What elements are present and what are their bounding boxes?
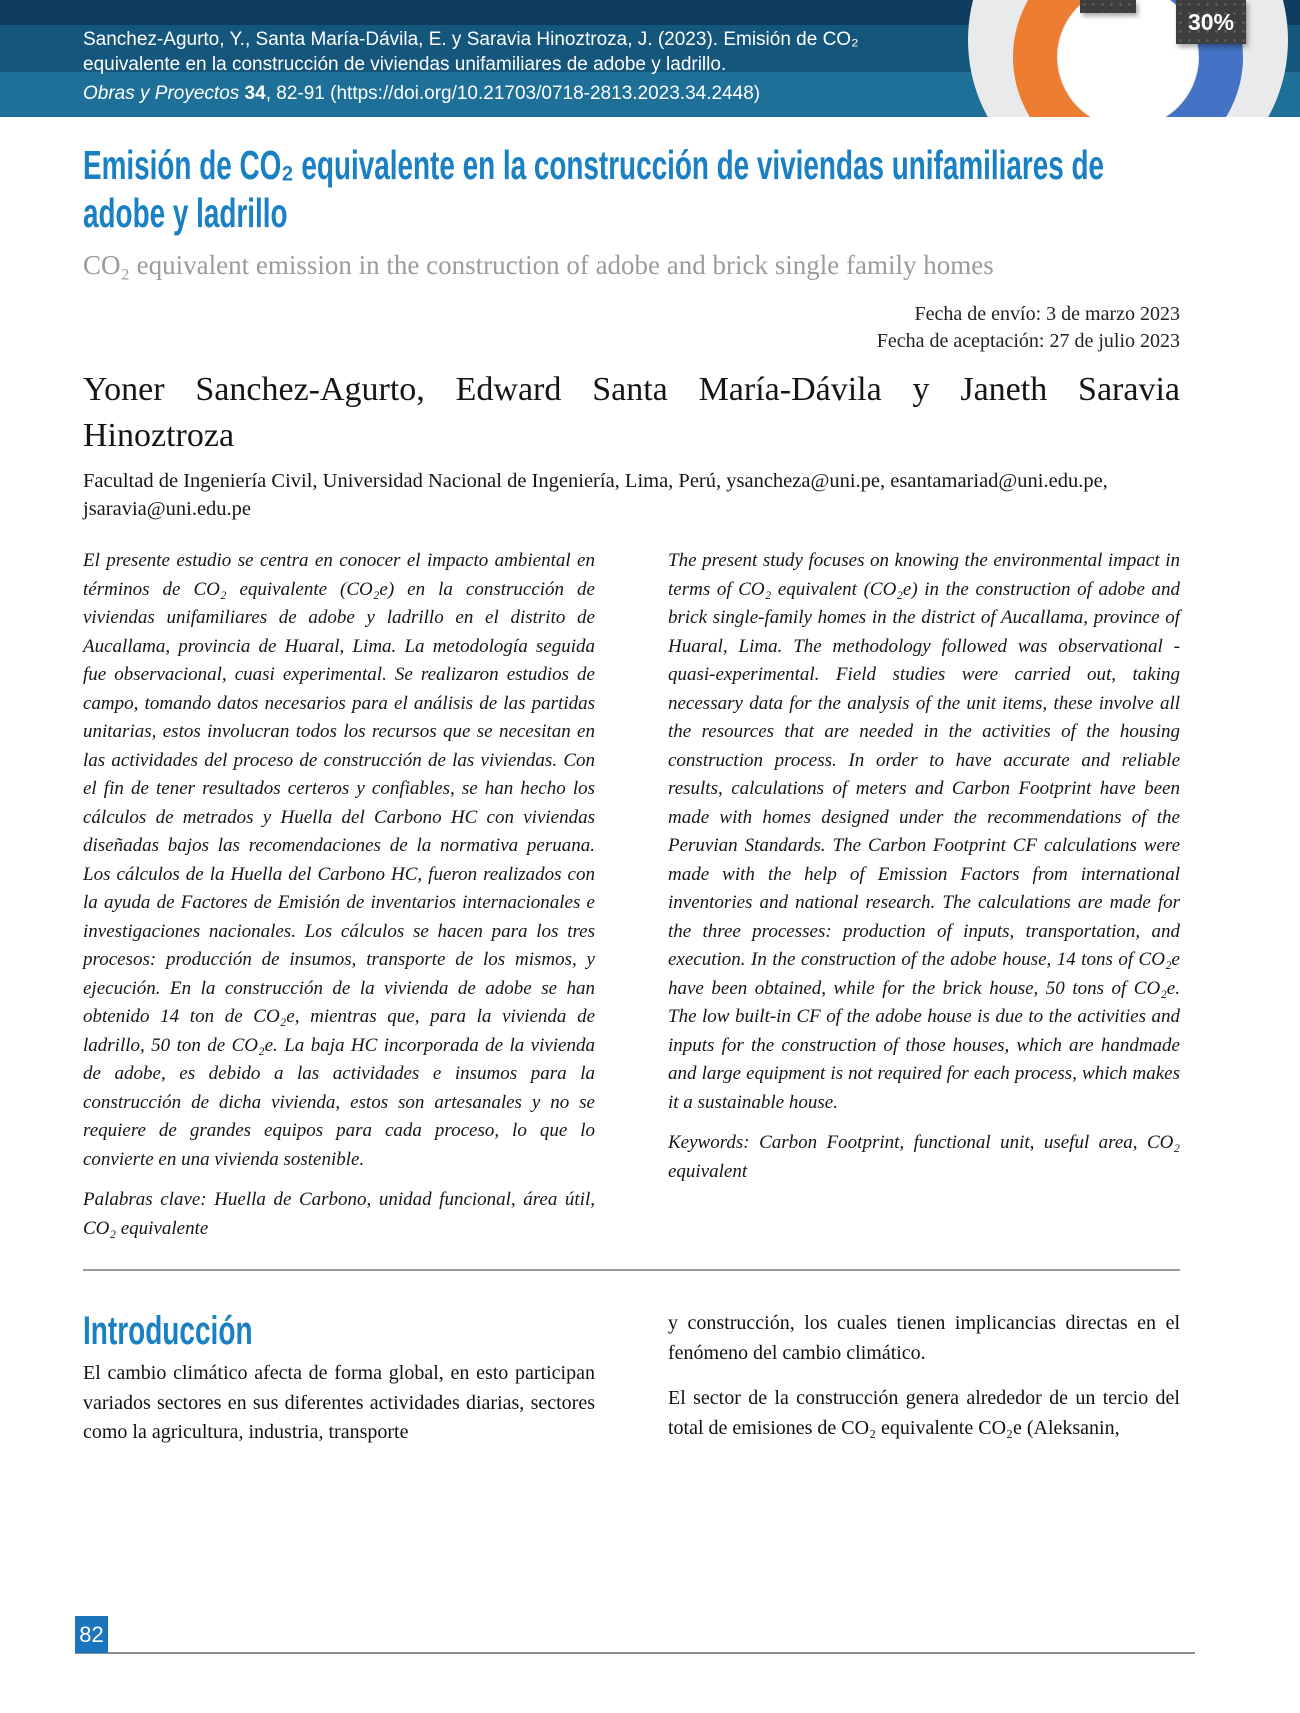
- journal-name: Obras y Proyectos: [83, 83, 240, 104]
- percentage-badge: [1176, 0, 1246, 44]
- article-title: [83, 141, 1181, 237]
- page-number-badge: [75, 1616, 108, 1653]
- authors-line-2: Hinoztroza: [83, 417, 235, 454]
- citation-block: [83, 29, 933, 105]
- journal-pages: , 82-91: [265, 83, 331, 104]
- introduction-paragraph-left: El cambio climático afecta de forma global, en esto participan variados sectores en sus diferentes actividades diarias, sectores como la agricultura, industria, transporte: [83, 1362, 595, 1443]
- english-subtitle: CO₂ equivalent emission in the construction of adobe and brick single family homes: [83, 250, 994, 280]
- affiliation-text: Facultad de Ingeniería Civil, Universidad Nacional de Ingeniería, Lima, Perú, ysancheza@uni.pe, esantamariad@uni.edu.pe, jsaravia@uni.edu.pe: [83, 470, 1108, 520]
- abstract-section: [83, 547, 1180, 1243]
- dates-block: [83, 301, 1180, 355]
- header-banner: [0, 0, 1300, 117]
- citation-line-1: Sanchez-Agurto, Y., Santa María-Dávila, E. y Saravia Hinoztroza, J. (2023). Emisión de CO₂: [83, 29, 859, 50]
- page-number: 82: [79, 1621, 104, 1647]
- journal-volume: 34: [239, 83, 266, 104]
- citation-line-2: equivalente en la construcción de viviendas unifamiliares de adobe y ladrillo.: [83, 54, 727, 75]
- keywords-english: Keywords: Carbon Footprint, functional unit, useful area, CO₂ equivalent: [668, 1132, 1180, 1182]
- abstract-spanish-column: [83, 547, 595, 1243]
- keywords-spanish: Palabras clave: Huella de Carbono, unidad funcional, área útil, CO₂ equivalente: [83, 1189, 595, 1239]
- introduction-left-column: [83, 1309, 595, 1448]
- abstract-spanish-text: El presente estudio se centra en conocer el impacto ambiental en términos de CO₂ equivalente (CO₂e) en la construcción de viviendas unifamiliares de adobe y ladrillo en el distrito de Aucallama, provincia de Huaral, Lima. La metodología seguida fue observacional, cuasi experimental. Se realizaron estudios de campo, tomando datos necesarios para el análisis de las partidas unitarias, estos involucran todos los recursos que se necesitan en las actividades del proceso de construcción de las viviendas. Con el fin de tener resultados certeros y confiables, se han hecho los cálculos de metrados y Huella del Carbono HC con viviendas diseñadas bajos las recomendaciones de la normativa peruana. Los cálculos de la Huella del Carbono HC, fueron realizados con la ayuda de Factores de Emisión de inventarios internacionales e investigaciones nacionales. Los cálculos se hacen para los tres procesos: producción de insumos, transporte de los mismos, y ejecución. En la construcción de la vivienda de adobe se han obtenido 14 ton de CO₂e, mientras que, para la vivienda de ladrillo, 50 ton de CO₂e. La baja HC incorporada de la vivienda de adobe, es debido a las actividades e insumos para la construcción de dicha vivienda, estos son artesanales y no se requiere de grandes equipos para cada proceso, lo que lo convierte en una vivienda sostenible.: [83, 550, 595, 1170]
- introduction-heading: Introducción: [83, 1309, 253, 1353]
- doi-link[interactable]: (https://doi.org/10.21703/0718-2813.2023.34.2448): [330, 83, 761, 104]
- percentage-badge-label: 30%: [1187, 8, 1235, 35]
- article-title-box: [83, 141, 1180, 238]
- donut-chart-graphic: [968, 0, 1300, 117]
- introduction-paragraph-right-2: El sector de la construcción genera alrededor de un tercio del total de emisiones de CO₂ equivalente CO₂e (Aleksanin,: [668, 1387, 1180, 1439]
- introduction-paragraph-right-1: y construcción, los cuales tienen implicancias directas en el fenómeno del cambio climático.: [668, 1312, 1180, 1364]
- authors-block: [83, 367, 1180, 459]
- article-title-line-1: Emisión de CO₂ equivalente en la construcción de viviendas unifamiliares de: [83, 142, 1105, 188]
- footer-rule: [75, 1652, 1195, 1654]
- introduction-section: [83, 1309, 1180, 1448]
- journal-reference-line: [83, 83, 933, 105]
- acceptance-date: Fecha de aceptación: 27 de julio 2023: [876, 330, 1180, 352]
- section-divider-rule: [83, 1269, 1180, 1271]
- donut-chart-svg: [968, 0, 1300, 117]
- page-content: [0, 141, 1300, 1448]
- abstract-english-column: [668, 547, 1180, 1243]
- introduction-right-column: [668, 1309, 1180, 1448]
- authors-line-1: Yoner Sanchez-Agurto, Edward Santa María-Dávila y Janeth Saravia: [83, 371, 1180, 408]
- submission-date: Fecha de envío: 3 de marzo 2023: [914, 303, 1180, 325]
- article-title-line-2: adobe y ladrillo: [83, 190, 288, 236]
- abstract-english-text: The present study focuses on knowing the environmental impact in terms of CO₂ equivalent (CO₂e) in the construction of adobe and brick single-family homes in the district of Aucallama, province of Huaral, Lima. The methodology followed was observational - quasi-experimental. Field studies were carried out, taking necessary data for the analysis of the unit items, these involve all the resources that are needed in the activities of the housing construction process. In order to have accurate and reliable results, calculations of meters and Carbon Footprint have been made with homes designed under the recommendations of the Peruvian Standards. The Carbon Footprint CF calculations were made with the help of Emission Factors from international inventories and national research. The calculations are made for the three processes: production of inputs, transportation, and execution. In the construction of the adobe house, 14 tons of CO₂e have been obtained, while for the brick house, 50 tons of CO₂e. The low built-in CF of the adobe house is due to the activities and inputs for the construction of those houses, which are handmade and large equipment is not required for each process, which makes it a sustainable house.: [668, 550, 1180, 1113]
- mini-dark-badge: [1080, 0, 1136, 13]
- introduction-heading-box: [83, 1309, 595, 1359]
